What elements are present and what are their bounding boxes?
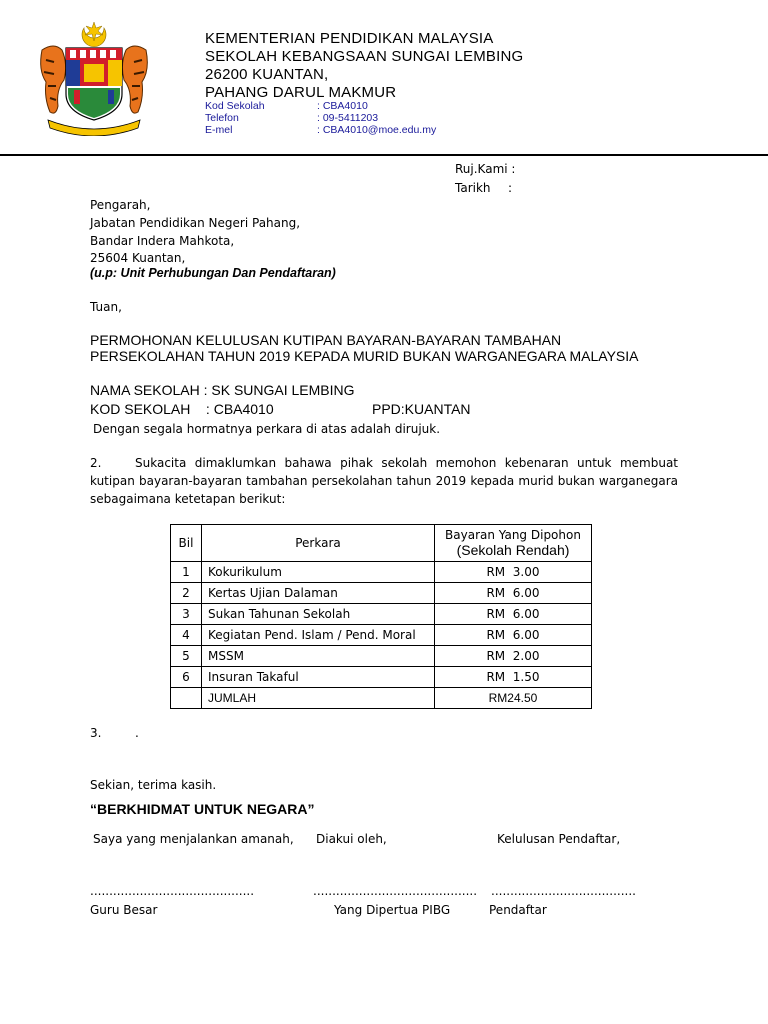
row-amount: RM 1.50	[435, 667, 592, 688]
school-code-line: KOD SEKOLAH : CBA4010	[90, 401, 274, 417]
table-row	[171, 562, 592, 583]
row-item: Kertas Ujian Dalaman	[202, 583, 435, 604]
row-amount: RM 6.00	[435, 625, 592, 646]
row-bil: 6	[171, 667, 202, 688]
row-bil: 3	[171, 604, 202, 625]
para3-text: .	[135, 726, 139, 740]
sig-line-headmaster: ...........................................	[90, 884, 255, 898]
sig-role-registrar: Pendaftar	[489, 903, 547, 917]
table-row	[171, 583, 592, 604]
contact-label-email: E-mel	[205, 124, 233, 136]
letterhead-school: SEKOLAH KEBANGSAAN SUNGAI LEMBING	[205, 48, 524, 65]
col-bil-header: Bil	[171, 525, 202, 562]
sig-line-pibg: ...........................................	[313, 884, 478, 898]
recipient-line: Pengarah,	[90, 198, 151, 212]
ref-tarikh: Tarikh	[455, 181, 491, 195]
row-bil: 1	[171, 562, 202, 583]
row-item: Kokurikulum	[202, 562, 435, 583]
sig-role-pibg: Yang Dipertua PIBG	[334, 903, 451, 917]
intro-text: Dengan segala hormatnya perkara di atas adalah dirujuk.	[93, 422, 441, 436]
row-bil: 2	[171, 583, 202, 604]
recipient-line: Bandar Indera Mahkota,	[90, 234, 235, 248]
row-amount: RM 2.00	[435, 646, 592, 667]
table-total-row	[171, 688, 592, 709]
col-perkara-header: Perkara	[202, 525, 435, 562]
sig-line-registrar: ......................................	[491, 884, 636, 898]
contact-value-email: : CBA4010@moe.edu.my	[317, 124, 437, 136]
row-item: Insuran Takaful	[202, 667, 435, 688]
school-ppd: PPD:KUANTAN	[372, 401, 471, 417]
row-amount: RM 3.00	[435, 562, 592, 583]
row-bil: 5	[171, 646, 202, 667]
contact-label-code: Kod Sekolah	[205, 100, 265, 112]
table-header-row	[171, 525, 592, 562]
total-label: JUMLAH	[202, 688, 435, 709]
para2-number: 2.	[90, 456, 102, 470]
col-amount-title: Bayaran Yang Dipohon	[445, 528, 581, 542]
subject-line-1: PERMOHONAN KELULUSAN KUTIPAN BAYARAN-BAYARAN TAMBAHAN	[90, 332, 562, 348]
table-row	[171, 625, 592, 646]
ref-ruj-kami: Ruj.Kami :	[455, 162, 516, 176]
row-amount: RM 6.00	[435, 583, 592, 604]
ref-tarikh-colon: :	[508, 181, 513, 195]
sig-caption-headmaster: Saya yang menjalankan amanah,	[93, 832, 294, 846]
sig-caption-pibg: Diakui oleh,	[316, 832, 387, 846]
letterhead-state: PAHANG DARUL MAKMUR	[205, 84, 397, 101]
row-item: Kegiatan Pend. Islam / Pend. Moral	[202, 625, 435, 646]
contact-label-phone: Telefon	[205, 112, 239, 124]
sig-caption-registrar: Kelulusan Pendaftar,	[497, 832, 621, 846]
recipient-line: Jabatan Pendidikan Negeri Pahang,	[90, 216, 301, 230]
coat-of-arms-logo	[34, 20, 154, 136]
para3-number: 3.	[90, 726, 102, 740]
recipient-attention: (u.p: Unit Perhubungan Dan Pendaftaran)	[90, 266, 336, 280]
col-amount-subtitle: (Sekolah Rendah)	[456, 542, 570, 558]
table-row	[171, 667, 592, 688]
school-name-line: NAMA SEKOLAH : SK SUNGAI LEMBING	[90, 382, 355, 398]
subject-line-2: PERSEKOLAHAN TAHUN 2019 KEPADA MURID BUKAN WARGANEGARA MALAYSIA	[90, 348, 639, 364]
row-amount: RM 6.00	[435, 604, 592, 625]
recipient-line: 25604 Kuantan,	[90, 251, 186, 265]
table-row	[171, 646, 592, 667]
letterhead-ministry: KEMENTERIAN PENDIDIKAN MALAYSIA	[205, 30, 494, 47]
row-item: MSSM	[202, 646, 435, 667]
letterhead-postcode-city: 26200 KUANTAN,	[205, 66, 329, 83]
col-amount-header	[435, 525, 592, 562]
row-item: Sukan Tahunan Sekolah	[202, 604, 435, 625]
fee-table	[170, 524, 592, 709]
closing-text: Sekian, terima kasih.	[90, 778, 217, 792]
para2-text: Sukacita dimaklumkan bahawa pihak sekolah memohon kebenaran untuk membuat kutipan bayaran-bayaran tambahan persekolahan tahun 2019 kepada murid bukan warganegara sebagaimana ketetapan berikut:	[90, 456, 678, 506]
total-amount: RM24.50	[435, 688, 592, 709]
table-row	[171, 604, 592, 625]
total-bil-empty	[171, 688, 202, 709]
sig-role-headmaster: Guru Besar	[90, 903, 158, 917]
salutation: Tuan,	[90, 300, 122, 314]
motto: “BERKHIDMAT UNTUK NEGARA”	[90, 801, 315, 817]
contact-value-phone: : 09-5411203	[317, 112, 379, 124]
row-bil: 4	[171, 625, 202, 646]
letterhead-divider	[0, 154, 768, 156]
contact-value-code: : CBA4010	[317, 100, 368, 112]
